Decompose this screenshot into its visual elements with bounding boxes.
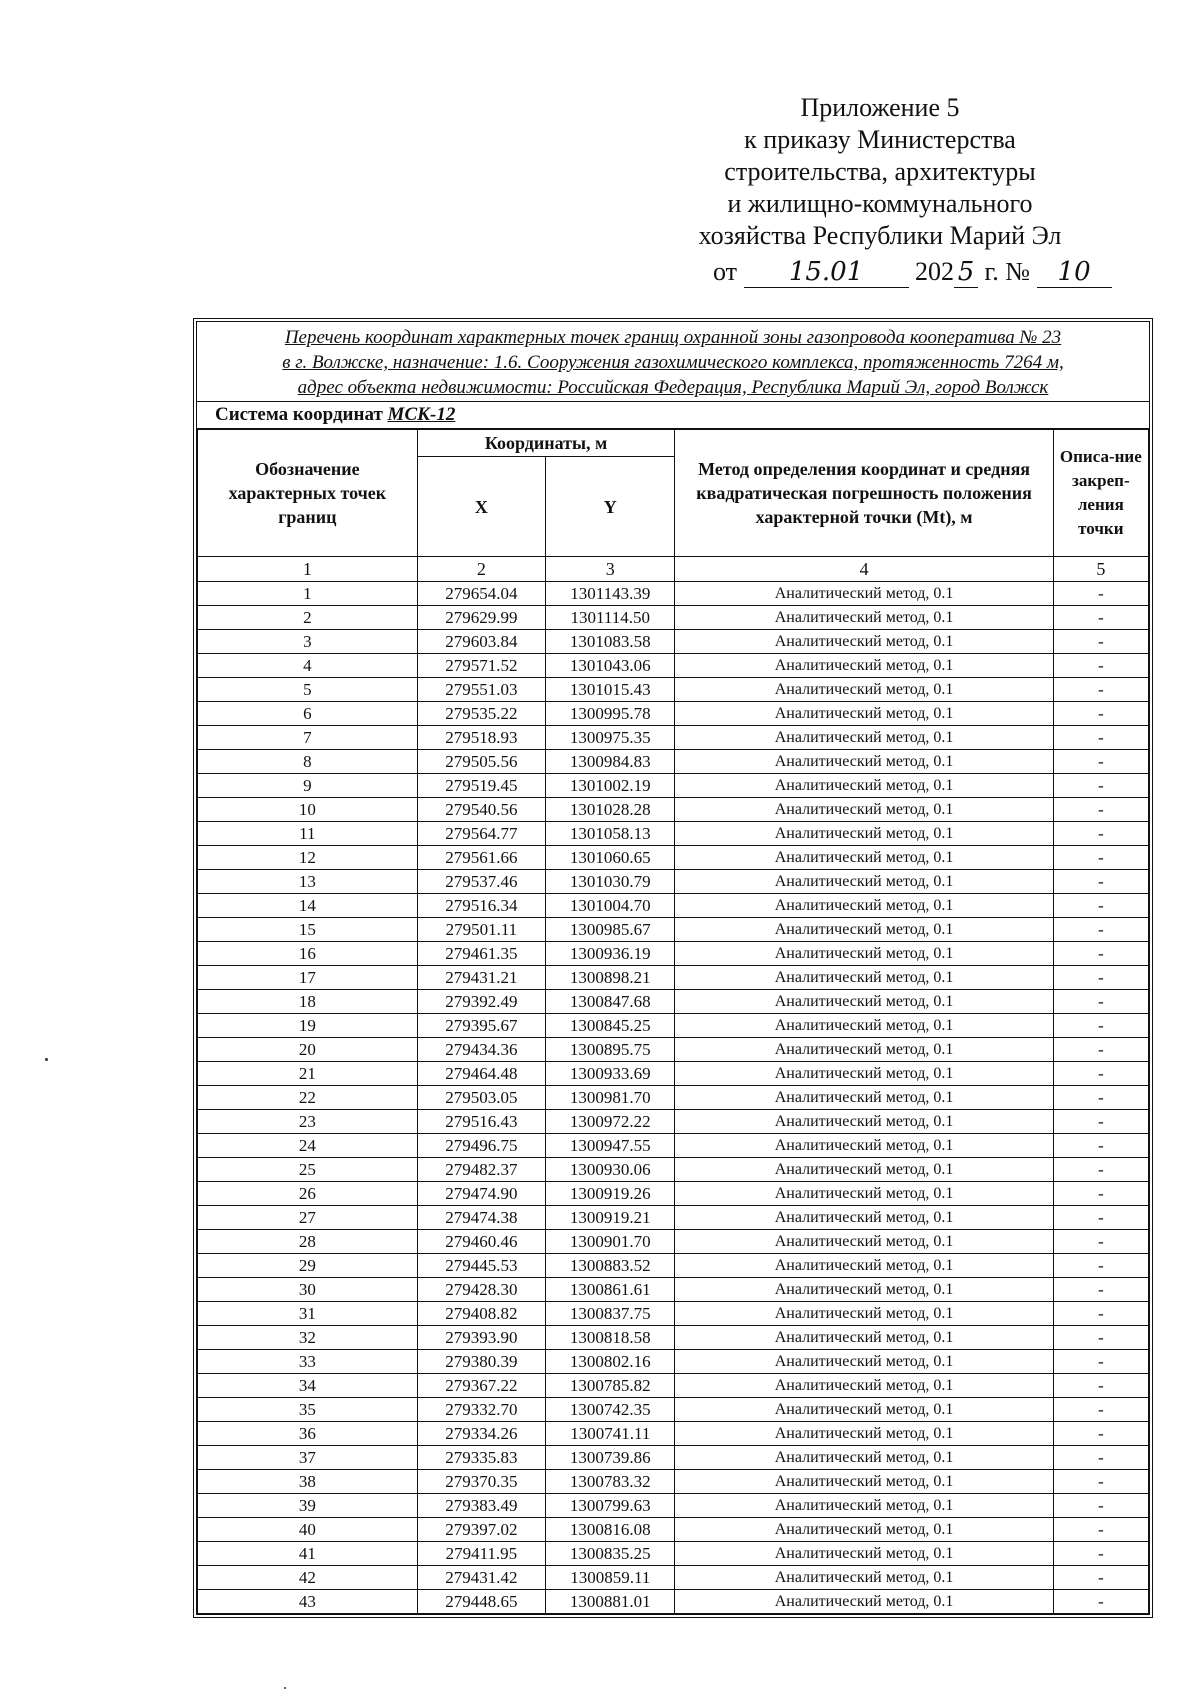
table-row [198,702,1149,726]
coordinate-y: 1301114.50 [546,606,675,630]
coordinate-y: 1300799.63 [546,1494,675,1518]
table-row [198,1278,1149,1302]
method-cell: Аналитический метод, 0.1 [675,1350,1053,1374]
header-y: Y [546,457,675,557]
coordinate-x: 279496.75 [417,1134,545,1158]
coordinate-x: 279434.36 [417,1038,545,1062]
coordinate-x: 279503.05 [417,1086,545,1110]
description-cell: - [1053,1254,1148,1278]
coordinate-y: 1300741.11 [546,1422,675,1446]
coordinate-x: 279518.93 [417,726,545,750]
header-description: Описа-ние закреп-ления точки [1053,430,1148,557]
method-cell: Аналитический метод, 0.1 [675,1182,1053,1206]
coordinate-y: 1301060.65 [546,846,675,870]
description-cell: - [1053,1302,1148,1326]
method-cell: Аналитический метод, 0.1 [675,894,1053,918]
point-designation: 4 [198,654,418,678]
coordinate-y: 1300818.58 [546,1326,675,1350]
point-designation: 5 [198,678,418,702]
column-number: 3 [546,557,675,582]
handwritten-date: 15.01 [744,257,909,288]
description-cell: - [1053,846,1148,870]
description-cell: - [1053,1566,1148,1590]
method-cell: Аналитический метод, 0.1 [675,1326,1053,1350]
point-designation: 8 [198,750,418,774]
table-row [198,1446,1149,1470]
coordinate-x: 279408.82 [417,1302,545,1326]
coordinate-y: 1300883.52 [546,1254,675,1278]
coordinates-table [197,429,1149,1614]
scan-speck [45,1058,48,1061]
coordinate-x: 279332.70 [417,1398,545,1422]
coordinate-y: 1300930.06 [546,1158,675,1182]
description-cell: - [1053,870,1148,894]
number-label: г. № [984,257,1031,286]
table-row [198,990,1149,1014]
header-x: X [417,457,545,557]
coordinate-x: 279516.43 [417,1110,545,1134]
table-row [198,774,1149,798]
coordinate-y: 1300901.70 [546,1230,675,1254]
point-designation: 15 [198,918,418,942]
coordinate-y: 1300898.21 [546,966,675,990]
point-designation: 37 [198,1446,418,1470]
coordinate-x: 279370.35 [417,1470,545,1494]
method-cell: Аналитический метод, 0.1 [675,1494,1053,1518]
coordinate-x: 279460.46 [417,1230,545,1254]
point-designation: 43 [198,1590,418,1614]
coordinate-x: 279629.99 [417,606,545,630]
point-designation: 34 [198,1374,418,1398]
table-row [198,1566,1149,1590]
coordinate-y: 1300785.82 [546,1374,675,1398]
coordinate-x: 279431.21 [417,966,545,990]
table-row [198,1110,1149,1134]
year-prefix: 202 [915,257,955,286]
point-designation: 21 [198,1062,418,1086]
table-row [198,1470,1149,1494]
description-cell: - [1053,966,1148,990]
method-cell: Аналитический метод, 0.1 [675,750,1053,774]
description-cell: - [1053,1446,1148,1470]
table-row [198,1014,1149,1038]
method-cell: Аналитический метод, 0.1 [675,1566,1053,1590]
coordinate-y: 1300936.19 [546,942,675,966]
method-cell: Аналитический метод, 0.1 [675,1254,1053,1278]
coordinate-y: 1301043.06 [546,654,675,678]
handwritten-year-digit: 5 [954,257,978,288]
coordinate-x: 279367.22 [417,1374,545,1398]
method-cell: Аналитический метод, 0.1 [675,1158,1053,1182]
point-designation: 19 [198,1014,418,1038]
point-designation: 33 [198,1350,418,1374]
coordinate-x: 279540.56 [417,798,545,822]
table-row [198,1374,1149,1398]
description-cell: - [1053,606,1148,630]
header-designation: Обозначение характерных точек границ [198,430,418,557]
coordinate-y: 1300739.86 [546,1446,675,1470]
from-label: от [713,257,738,286]
point-designation: 10 [198,798,418,822]
description-cell: - [1053,1038,1148,1062]
method-cell: Аналитический метод, 0.1 [675,798,1053,822]
title-line: в г. Волжске, назначение: 1.6. Сооружения газохимического комплекса, протяженность 7264 м, [282,352,1064,373]
point-designation: 26 [198,1182,418,1206]
coordinate-system-value: МСК-12 [387,404,456,425]
table-row [198,894,1149,918]
coordinate-x: 279603.84 [417,630,545,654]
table-row [198,1350,1149,1374]
description-cell: - [1053,1278,1148,1302]
coordinate-x: 279551.03 [417,678,545,702]
point-designation: 18 [198,990,418,1014]
appendix-line: к приказу Министерства [744,125,1016,154]
coordinate-x: 279474.38 [417,1206,545,1230]
method-cell: Аналитический метод, 0.1 [675,654,1053,678]
table-row [198,606,1149,630]
table-row [198,678,1149,702]
coordinate-y: 1300919.21 [546,1206,675,1230]
coordinate-x: 279461.35 [417,942,545,966]
title-line: Перечень координат характерных точек границ охранной зоны газопровода кооператива № 23 [284,327,1062,348]
coordinate-x: 279383.49 [417,1494,545,1518]
coordinate-x: 279505.56 [417,750,545,774]
header-coordinates: Координаты, м [417,430,675,457]
table-row [198,918,1149,942]
coordinate-y: 1300975.35 [546,726,675,750]
table-row [198,1590,1149,1614]
coordinate-x: 279392.49 [417,990,545,1014]
table-row [198,1326,1149,1350]
coordinate-y: 1301028.28 [546,798,675,822]
table-row [198,1494,1149,1518]
description-cell: - [1053,822,1148,846]
point-designation: 25 [198,1158,418,1182]
coordinate-x: 279431.42 [417,1566,545,1590]
method-cell: Аналитический метод, 0.1 [675,1038,1053,1062]
coordinate-y: 1300845.25 [546,1014,675,1038]
method-cell: Аналитический метод, 0.1 [675,1110,1053,1134]
description-cell: - [1053,582,1148,606]
description-cell: - [1053,726,1148,750]
point-designation: 13 [198,870,418,894]
table-row [198,1542,1149,1566]
point-designation: 6 [198,702,418,726]
table-row [198,1206,1149,1230]
coordinate-x: 279654.04 [417,582,545,606]
title-line: адрес объекта недвижимости: Российская Федерация, Республика Марий Эл, город Волжск [297,377,1049,398]
description-cell: - [1053,654,1148,678]
description-cell: - [1053,1086,1148,1110]
description-cell: - [1053,1398,1148,1422]
description-cell: - [1053,1494,1148,1518]
coordinate-x: 279537.46 [417,870,545,894]
appendix-line: хозяйства Республики Марий Эл [698,221,1062,250]
method-cell: Аналитический метод, 0.1 [675,1206,1053,1230]
column-number: 2 [417,557,545,582]
description-cell: - [1053,1470,1148,1494]
coordinate-y: 1300742.35 [546,1398,675,1422]
description-cell: - [1053,678,1148,702]
coordinate-y: 1300919.26 [546,1182,675,1206]
point-designation: 36 [198,1422,418,1446]
order-dateline [713,257,1133,288]
description-cell: - [1053,1134,1148,1158]
method-cell: Аналитический метод, 0.1 [675,966,1053,990]
appendix-header [640,92,1120,252]
table-row [198,1254,1149,1278]
point-designation: 12 [198,846,418,870]
document-title [197,322,1149,402]
method-cell: Аналитический метод, 0.1 [675,918,1053,942]
description-cell: - [1053,1374,1148,1398]
coordinate-y: 1300859.11 [546,1566,675,1590]
description-cell: - [1053,1230,1148,1254]
coordinate-x: 279561.66 [417,846,545,870]
coordinate-x: 279445.53 [417,1254,545,1278]
point-designation: 7 [198,726,418,750]
method-cell: Аналитический метод, 0.1 [675,1518,1053,1542]
coordinate-y: 1300947.55 [546,1134,675,1158]
coordinate-y: 1300847.68 [546,990,675,1014]
description-cell: - [1053,1206,1148,1230]
table-row [198,846,1149,870]
point-designation: 28 [198,1230,418,1254]
method-cell: Аналитический метод, 0.1 [675,1422,1053,1446]
table-row [198,1062,1149,1086]
table-row [198,750,1149,774]
description-cell: - [1053,1350,1148,1374]
point-designation: 22 [198,1086,418,1110]
table-row [198,1038,1149,1062]
coordinate-y: 1300802.16 [546,1350,675,1374]
method-cell: Аналитический метод, 0.1 [675,942,1053,966]
coordinate-x: 279448.65 [417,1590,545,1614]
column-number: 5 [1053,557,1148,582]
appendix-line: строительства, архитектуры [724,157,1036,186]
table-row [198,654,1149,678]
coordinate-x: 279571.52 [417,654,545,678]
coordinate-y: 1300981.70 [546,1086,675,1110]
method-cell: Аналитический метод, 0.1 [675,1062,1053,1086]
method-cell: Аналитический метод, 0.1 [675,582,1053,606]
description-cell: - [1053,1542,1148,1566]
point-designation: 2 [198,606,418,630]
coordinate-x: 279411.95 [417,1542,545,1566]
point-designation: 35 [198,1398,418,1422]
method-cell: Аналитический метод, 0.1 [675,1086,1053,1110]
coordinates-document [196,321,1150,1615]
table-row [198,870,1149,894]
point-designation: 9 [198,774,418,798]
point-designation: 3 [198,630,418,654]
method-cell: Аналитический метод, 0.1 [675,774,1053,798]
column-number: 1 [198,557,418,582]
coordinate-x: 279334.26 [417,1422,545,1446]
coordinate-x: 279519.45 [417,774,545,798]
method-cell: Аналитический метод, 0.1 [675,990,1053,1014]
description-cell: - [1053,1590,1148,1614]
coordinate-y: 1301030.79 [546,870,675,894]
coordinate-x: 279464.48 [417,1062,545,1086]
point-designation: 16 [198,942,418,966]
coordinate-y: 1300984.83 [546,750,675,774]
description-cell: - [1053,630,1148,654]
coordinate-y: 1301015.43 [546,678,675,702]
method-cell: Аналитический метод, 0.1 [675,1470,1053,1494]
method-cell: Аналитический метод, 0.1 [675,1374,1053,1398]
point-designation: 39 [198,1494,418,1518]
point-designation: 24 [198,1134,418,1158]
coordinate-y: 1300816.08 [546,1518,675,1542]
coordinate-x: 279393.90 [417,1326,545,1350]
coordinate-y: 1300837.75 [546,1302,675,1326]
point-designation: 31 [198,1302,418,1326]
coordinate-x: 279395.67 [417,1014,545,1038]
method-cell: Аналитический метод, 0.1 [675,1590,1053,1614]
method-cell: Аналитический метод, 0.1 [675,726,1053,750]
coordinate-y: 1301004.70 [546,894,675,918]
description-cell: - [1053,702,1148,726]
description-cell: - [1053,918,1148,942]
description-cell: - [1053,894,1148,918]
method-cell: Аналитический метод, 0.1 [675,846,1053,870]
point-designation: 38 [198,1470,418,1494]
description-cell: - [1053,990,1148,1014]
table-row [198,1086,1149,1110]
table-row [198,942,1149,966]
method-cell: Аналитический метод, 0.1 [675,870,1053,894]
point-designation: 27 [198,1206,418,1230]
table-row [198,822,1149,846]
coordinate-y: 1300835.25 [546,1542,675,1566]
coordinate-x: 279482.37 [417,1158,545,1182]
coordinate-y: 1301143.39 [546,582,675,606]
appendix-line: и жилищно-коммунального [727,189,1033,218]
coordinate-y: 1300933.69 [546,1062,675,1086]
description-cell: - [1053,798,1148,822]
coordinate-x: 279564.77 [417,822,545,846]
point-designation: 17 [198,966,418,990]
coordinate-y: 1301002.19 [546,774,675,798]
point-designation: 23 [198,1110,418,1134]
point-designation: 30 [198,1278,418,1302]
coordinate-y: 1301058.13 [546,822,675,846]
coordinate-y: 1300895.75 [546,1038,675,1062]
table-row [198,798,1149,822]
method-cell: Аналитический метод, 0.1 [675,1398,1053,1422]
handwritten-order-number: 10 [1037,257,1112,288]
description-cell: - [1053,1062,1148,1086]
point-designation: 32 [198,1326,418,1350]
method-cell: Аналитический метод, 0.1 [675,702,1053,726]
coordinate-y: 1300995.78 [546,702,675,726]
description-cell: - [1053,774,1148,798]
method-cell: Аналитический метод, 0.1 [675,1134,1053,1158]
table-row [198,726,1149,750]
table-row [198,1422,1149,1446]
method-cell: Аналитический метод, 0.1 [675,1446,1053,1470]
coordinate-x: 279474.90 [417,1182,545,1206]
point-designation: 29 [198,1254,418,1278]
method-cell: Аналитический метод, 0.1 [675,1542,1053,1566]
description-cell: - [1053,1422,1148,1446]
method-cell: Аналитический метод, 0.1 [675,606,1053,630]
column-number-row [198,557,1149,582]
table-row [198,1302,1149,1326]
coordinate-system [197,402,1149,429]
coordinate-x: 279380.39 [417,1350,545,1374]
coordinate-x: 279501.11 [417,918,545,942]
table-row [198,582,1149,606]
coordinate-y: 1301083.58 [546,630,675,654]
table-row [198,966,1149,990]
point-designation: 14 [198,894,418,918]
method-cell: Аналитический метод, 0.1 [675,1302,1053,1326]
scan-speck [284,1687,286,1689]
coordinate-y: 1300881.01 [546,1590,675,1614]
point-designation: 11 [198,822,418,846]
point-designation: 41 [198,1542,418,1566]
method-cell: Аналитический метод, 0.1 [675,1278,1053,1302]
coordinate-x: 279428.30 [417,1278,545,1302]
method-cell: Аналитический метод, 0.1 [675,1230,1053,1254]
table-row [198,1182,1149,1206]
description-cell: - [1053,1518,1148,1542]
table-row [198,1134,1149,1158]
description-cell: - [1053,942,1148,966]
method-cell: Аналитический метод, 0.1 [675,630,1053,654]
coordinate-y: 1300985.67 [546,918,675,942]
coordinate-x: 279397.02 [417,1518,545,1542]
description-cell: - [1053,1326,1148,1350]
description-cell: - [1053,1158,1148,1182]
method-cell: Аналитический метод, 0.1 [675,1014,1053,1038]
coordinate-x: 279335.83 [417,1446,545,1470]
table-row [198,1158,1149,1182]
coordinate-y: 1300783.32 [546,1470,675,1494]
coordinate-y: 1300972.22 [546,1110,675,1134]
point-designation: 20 [198,1038,418,1062]
coordinate-x: 279516.34 [417,894,545,918]
point-designation: 1 [198,582,418,606]
table-row [198,630,1149,654]
coordinate-y: 1300861.61 [546,1278,675,1302]
description-cell: - [1053,1182,1148,1206]
description-cell: - [1053,1014,1148,1038]
description-cell: - [1053,1110,1148,1134]
point-designation: 42 [198,1566,418,1590]
column-number: 4 [675,557,1053,582]
description-cell: - [1053,750,1148,774]
header-method: Метод определения координат и средняя квадратическая погрешность положения характерной точки (Mt), м [675,430,1053,557]
coordinate-system-label: Система координат [215,404,383,425]
table-row [198,1518,1149,1542]
point-designation: 40 [198,1518,418,1542]
appendix-line: Приложение 5 [800,93,960,122]
method-cell: Аналитический метод, 0.1 [675,822,1053,846]
method-cell: Аналитический метод, 0.1 [675,678,1053,702]
table-row [198,1398,1149,1422]
coordinate-x: 279535.22 [417,702,545,726]
table-row [198,1230,1149,1254]
